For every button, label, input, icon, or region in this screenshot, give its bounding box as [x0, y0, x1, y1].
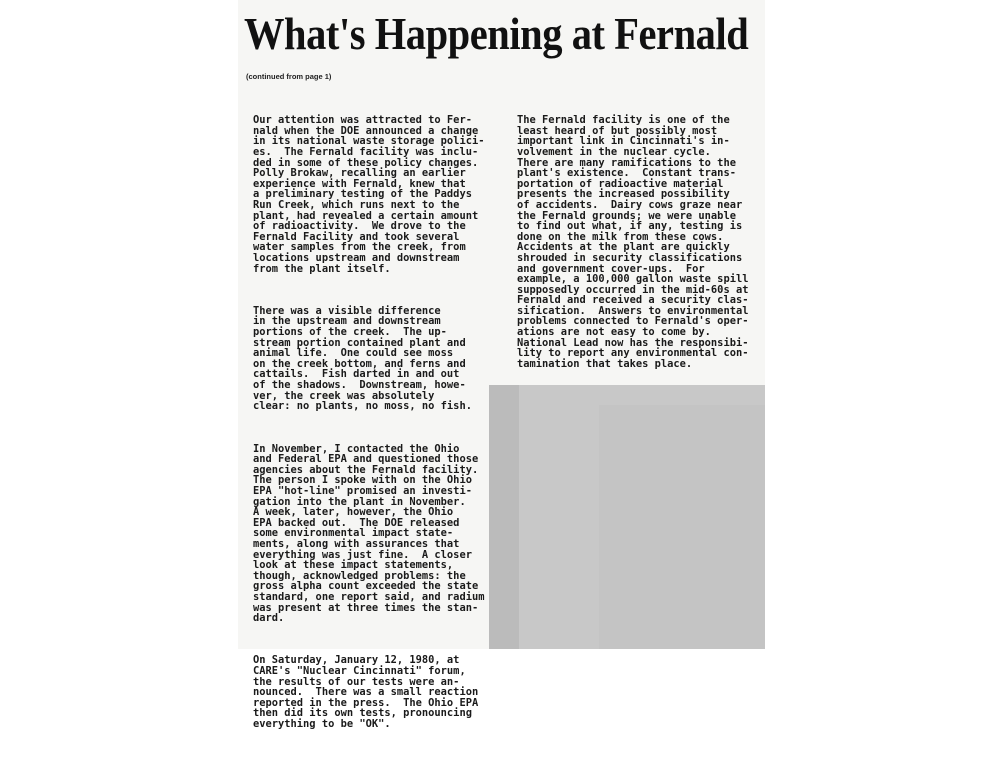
continued-note: (continued from page 1): [246, 72, 332, 81]
text-line: On Saturday, January 12, 1980, at: [253, 654, 460, 667]
text-line: in the upstream and downstream: [253, 315, 441, 328]
text-line: and Federal EPA and questioned those: [253, 453, 479, 466]
text-line: in its national waste storage polici-: [253, 135, 485, 148]
text-line: experience with Fernald, knew that: [253, 177, 466, 190]
text-line: and government cover-ups. For: [517, 262, 705, 275]
text-line: tamination that takes place.: [517, 357, 693, 370]
text-line: then did its own tests, pronouncing: [253, 707, 472, 720]
text-line: least heard of but possibly most: [517, 124, 718, 137]
text-line: The Fernald facility is one of the: [517, 114, 730, 127]
text-line: locations upstream and downstream: [253, 251, 460, 264]
text-line: the Fernald grounds; we were unable: [517, 209, 736, 222]
text-line: EPA "hot-line" promised an investi-: [253, 484, 472, 497]
text-line: on the creek bottom, and ferns and: [253, 357, 466, 370]
text-line: dard.: [253, 612, 285, 625]
text-line: to find out what, if any, testing is: [517, 220, 743, 233]
text-line: lity to report any environmental con-: [517, 347, 749, 360]
text-line: look at these impact statements,: [253, 559, 454, 572]
right-column: [517, 94, 748, 433]
text-line: plant's existence. Constant trans-: [517, 167, 736, 180]
text-line: In November, I contacted the Ohio: [253, 442, 460, 455]
text-line: was present at three times the stan-: [253, 601, 479, 614]
text-line: of accidents. Dairy cows graze near: [517, 198, 743, 211]
text-line: done on the milk from these cows.: [517, 230, 724, 243]
text-line: plant, had revealed a certain amount: [253, 209, 479, 222]
text-line: of the shadows. Downstream, howe-: [253, 379, 466, 392]
text-line: Our attention was attracted to Fer-: [253, 114, 472, 127]
text-line: though, acknowledged problems: the: [253, 569, 466, 582]
text-line: standard, one report said, and radium: [253, 590, 485, 603]
text-line: volvement in the nuclear cycle.: [517, 145, 711, 158]
text-line: ded in some of these policy changes.: [253, 156, 479, 169]
left-column: [253, 94, 484, 761]
text-line: the results of our tests were an-: [253, 675, 460, 688]
text-line: from the plant itself.: [253, 262, 391, 275]
text-line: sification. Answers to environmental: [517, 304, 749, 317]
text-line: animal life. One could see moss: [253, 347, 454, 360]
text-line: National Lead now has the responsibi-: [517, 336, 749, 349]
text-line: portions of the creek. The up-: [253, 326, 447, 339]
text-line: important link in Cincinnati's in-: [517, 135, 730, 148]
text-line: The person I spoke with on the Ohio: [253, 474, 472, 487]
paragraph: [253, 655, 484, 729]
text-line: A week, later, however, the Ohio: [253, 506, 454, 519]
gray-image-area: [489, 385, 765, 649]
text-line: Accidents at the plant are quickly: [517, 241, 730, 254]
newspaper-page: [238, 0, 765, 731]
text-line: cattails. Fish darted in and out: [253, 368, 460, 381]
text-line: some environmental impact state-: [253, 527, 454, 540]
text-line: Fernald Facility and took several: [253, 230, 460, 243]
text-line: Fernald and received a security clas-: [517, 294, 749, 307]
text-line: portation of radioactive material: [517, 177, 724, 190]
text-line: EPA backed out. The DOE released: [253, 516, 460, 529]
text-line: supposedly occurred in the mid-60s at: [517, 283, 749, 296]
text-line: gross alpha count exceeded the state: [253, 580, 479, 593]
paragraph: [253, 115, 484, 274]
text-line: There are many ramifications to the: [517, 156, 736, 169]
headline: What's Happening at Fernald: [244, 8, 749, 59]
text-line: a preliminary testing of the Paddys: [253, 188, 472, 201]
text-line: gation into the plant in November.: [253, 495, 466, 508]
text-line: everything was just fine. A closer: [253, 548, 472, 561]
paragraph: [253, 306, 484, 412]
paragraph: [517, 115, 748, 369]
paragraph: [253, 444, 484, 624]
text-line: problems connected to Fernald's oper-: [517, 315, 749, 328]
text-line: CARE's "Nuclear Cincinnati" forum,: [253, 665, 466, 678]
text-line: presents the increased possibility: [517, 188, 730, 201]
text-line: ver, the creek was absolutely: [253, 389, 435, 402]
text-line: reported in the press. The Ohio EPA: [253, 696, 479, 709]
text-line: water samples from the creek, from: [253, 241, 466, 254]
text-line: Run Creek, which runs next to the: [253, 198, 460, 211]
text-line: es. The Fernald facility was inclu-: [253, 145, 479, 158]
text-line: ments, along with assurances that: [253, 537, 460, 550]
text-line: example, a 100,000 gallon waste spill: [517, 273, 749, 286]
text-line: everything to be "OK".: [253, 718, 391, 731]
text-line: There was a visible difference: [253, 304, 441, 317]
text-line: Polly Brokaw, recalling an earlier: [253, 167, 466, 180]
text-line: shrouded in security classifications: [517, 251, 743, 264]
text-line: of radioactivity. We drove to the: [253, 220, 466, 233]
text-line: agencies about the Fernald facility.: [253, 463, 479, 476]
text-line: ations are not easy to come by.: [517, 326, 711, 339]
text-line: stream portion contained plant and: [253, 336, 466, 349]
text-line: clear: no plants, no moss, no fish.: [253, 400, 472, 413]
text-line: nounced. There was a small reaction: [253, 686, 479, 699]
text-line: nald when the DOE announced a change: [253, 124, 479, 137]
